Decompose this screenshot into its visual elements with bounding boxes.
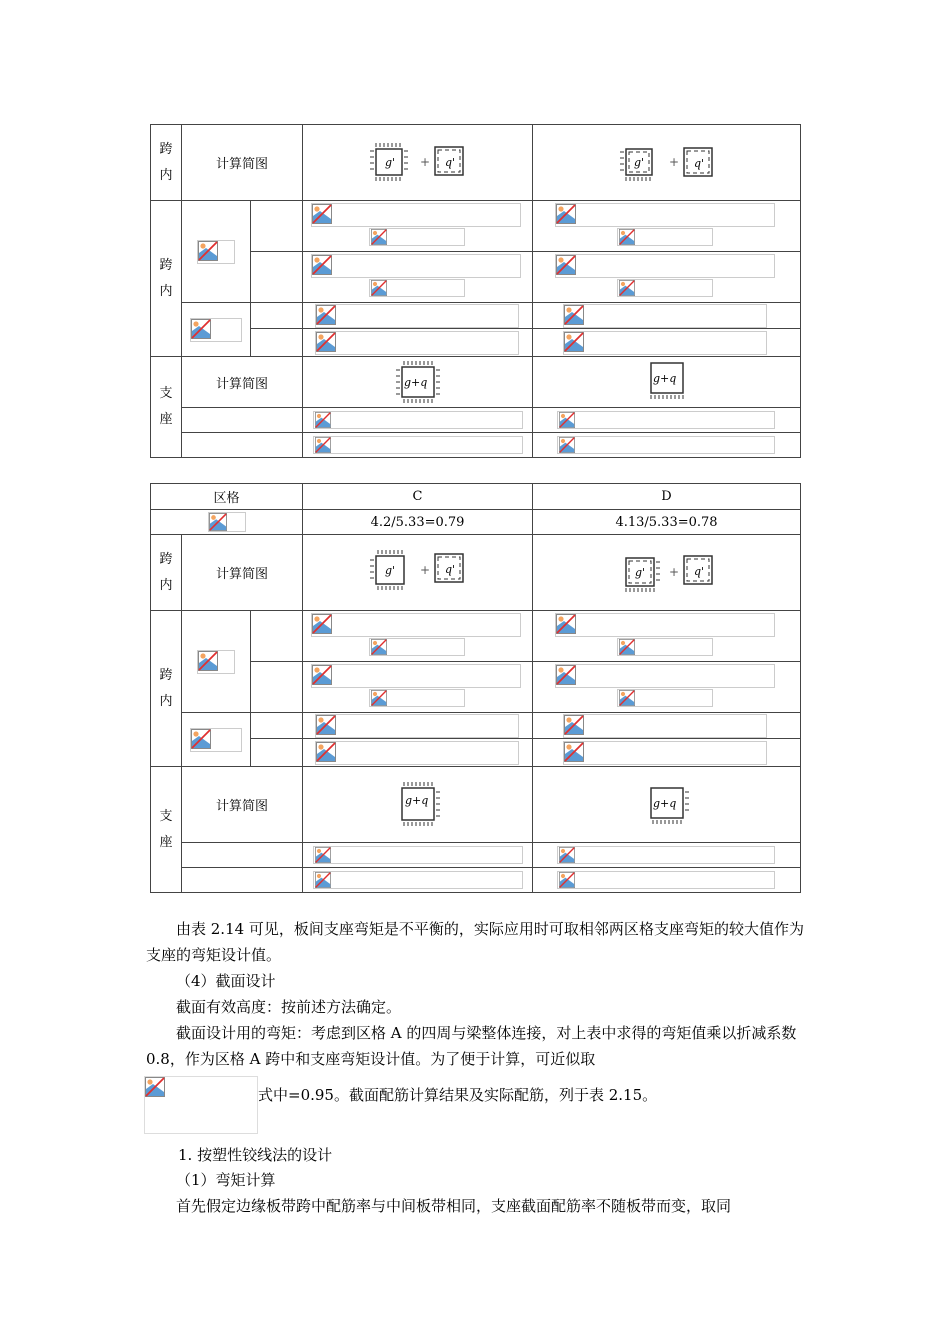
formula-image bbox=[557, 411, 775, 429]
support-label: 支座 bbox=[159, 808, 173, 850]
section-heading-4: （4）截面设计 bbox=[176, 972, 276, 990]
formula-image bbox=[315, 304, 519, 328]
section-heading-moment-calc: （1）弯矩计算 bbox=[176, 1171, 276, 1189]
calc-diagram-label: 计算简图 bbox=[182, 125, 303, 201]
ratio-d: 4.13/5.33=0.78 bbox=[533, 510, 801, 535]
svg-text:g+q: g+q bbox=[652, 372, 676, 385]
load-diagram-image bbox=[612, 138, 722, 188]
paragraph-design-moment: 截面设计用的弯矩：考虑到区格 A 的四周与梁整体连接，对上表中求得的弯矩值乘以折减系数 0.8，作为区格 A 跨中和支座弯矩设计值。为了便于计算，可近似取 bbox=[146, 1024, 797, 1068]
svg-text:g': g' bbox=[633, 155, 644, 169]
formula-image bbox=[311, 664, 521, 688]
diagram-cell-b bbox=[533, 125, 801, 201]
formula-image bbox=[369, 638, 465, 656]
formula-image bbox=[190, 728, 242, 752]
formula-image bbox=[313, 846, 523, 864]
svg-text:g': g' bbox=[384, 155, 395, 169]
load-diagram-image bbox=[388, 359, 448, 405]
formula-image bbox=[315, 331, 519, 355]
formula-image bbox=[369, 228, 465, 246]
paragraph-conclusion: 由表 2.14 可见，板间支座弯矩是不平衡的，实际应用时可取相邻两区格支座弯矩的较大值作为支座的弯矩设计值。 bbox=[146, 920, 804, 964]
load-diagram-image bbox=[637, 780, 697, 830]
support-label: 支座 bbox=[159, 386, 173, 427]
formula-image bbox=[313, 871, 523, 889]
svg-text:g': g' bbox=[634, 565, 645, 579]
svg-text:g+q: g+q bbox=[403, 376, 427, 389]
calc-diagram-label: 计算简图 bbox=[182, 767, 303, 843]
svg-text:g+q: g+q bbox=[404, 793, 428, 807]
load-diagram-image bbox=[612, 548, 722, 598]
formula-image bbox=[563, 741, 767, 765]
svg-text:q': q' bbox=[693, 156, 704, 170]
ratio-c: 4.2/5.33=0.79 bbox=[303, 510, 533, 535]
formula-image bbox=[190, 318, 242, 342]
formula-image bbox=[563, 304, 767, 328]
formula-image bbox=[563, 331, 767, 355]
span-label: 跨内 bbox=[159, 667, 173, 709]
formula-image bbox=[197, 650, 235, 674]
formula-image bbox=[617, 228, 713, 246]
span-label: 跨内 bbox=[159, 551, 173, 593]
formula-image bbox=[557, 871, 775, 889]
svg-text:q': q' bbox=[444, 155, 455, 169]
formula-image bbox=[617, 279, 713, 297]
formula-image bbox=[197, 240, 235, 264]
formula-image bbox=[315, 741, 519, 765]
header-d: D bbox=[533, 484, 801, 510]
svg-text:q': q' bbox=[693, 564, 704, 578]
section-heading-plastic-hinge: 1. 按塑性铰线法的设计 bbox=[178, 1146, 333, 1164]
load-diagram-image bbox=[637, 359, 697, 405]
formula-image bbox=[369, 689, 465, 707]
diagram-cell-a bbox=[303, 125, 533, 201]
svg-text:+: + bbox=[419, 154, 430, 169]
span-label: 跨内 bbox=[159, 257, 173, 299]
calc-diagram-label: 计算简图 bbox=[182, 357, 303, 408]
formula-image bbox=[311, 203, 521, 227]
formula-image bbox=[557, 846, 775, 864]
formula-image bbox=[617, 638, 713, 656]
moment-table-1 bbox=[150, 124, 801, 458]
paragraph-formula-result: 式中=0.95。截面配筋计算结果及实际配筋，列于表 2.15。 bbox=[258, 1086, 658, 1104]
formula-image bbox=[555, 664, 775, 688]
svg-text:g+q: g+q bbox=[652, 796, 676, 810]
svg-text:q': q' bbox=[444, 562, 455, 576]
paragraph-assumption: 首先假定边缘板带跨中配筋率与中间板带相同，支座截面配筋率不随板带而变，取同 bbox=[176, 1197, 732, 1215]
formula-image bbox=[313, 436, 523, 454]
formula-image bbox=[563, 714, 767, 738]
header-c: C bbox=[303, 484, 533, 510]
formula-image bbox=[144, 1076, 258, 1134]
formula-image bbox=[557, 436, 775, 454]
load-diagram-image bbox=[363, 138, 473, 188]
formula-image bbox=[311, 254, 521, 278]
paragraph-effective-height: 截面有效高度：按前述方法确定。 bbox=[176, 998, 402, 1016]
load-diagram-image bbox=[388, 780, 448, 830]
formula-image bbox=[617, 689, 713, 707]
formula-image bbox=[313, 411, 523, 429]
formula-image bbox=[555, 254, 775, 278]
moment-table-2 bbox=[150, 483, 801, 893]
header-zone: 区格 bbox=[151, 484, 303, 510]
calc-diagram-label: 计算简图 bbox=[182, 535, 303, 611]
svg-text:+: + bbox=[419, 562, 430, 577]
formula-image bbox=[208, 512, 246, 532]
formula-image bbox=[369, 279, 465, 297]
formula-image bbox=[311, 613, 521, 637]
formula-image bbox=[555, 203, 775, 227]
span-label: 跨内 bbox=[159, 141, 173, 183]
svg-text:g': g' bbox=[384, 563, 395, 577]
formula-image bbox=[315, 714, 519, 738]
formula-image bbox=[555, 613, 775, 637]
load-diagram-image bbox=[363, 548, 473, 598]
svg-text:+: + bbox=[668, 154, 679, 169]
svg-text:+: + bbox=[668, 564, 679, 579]
